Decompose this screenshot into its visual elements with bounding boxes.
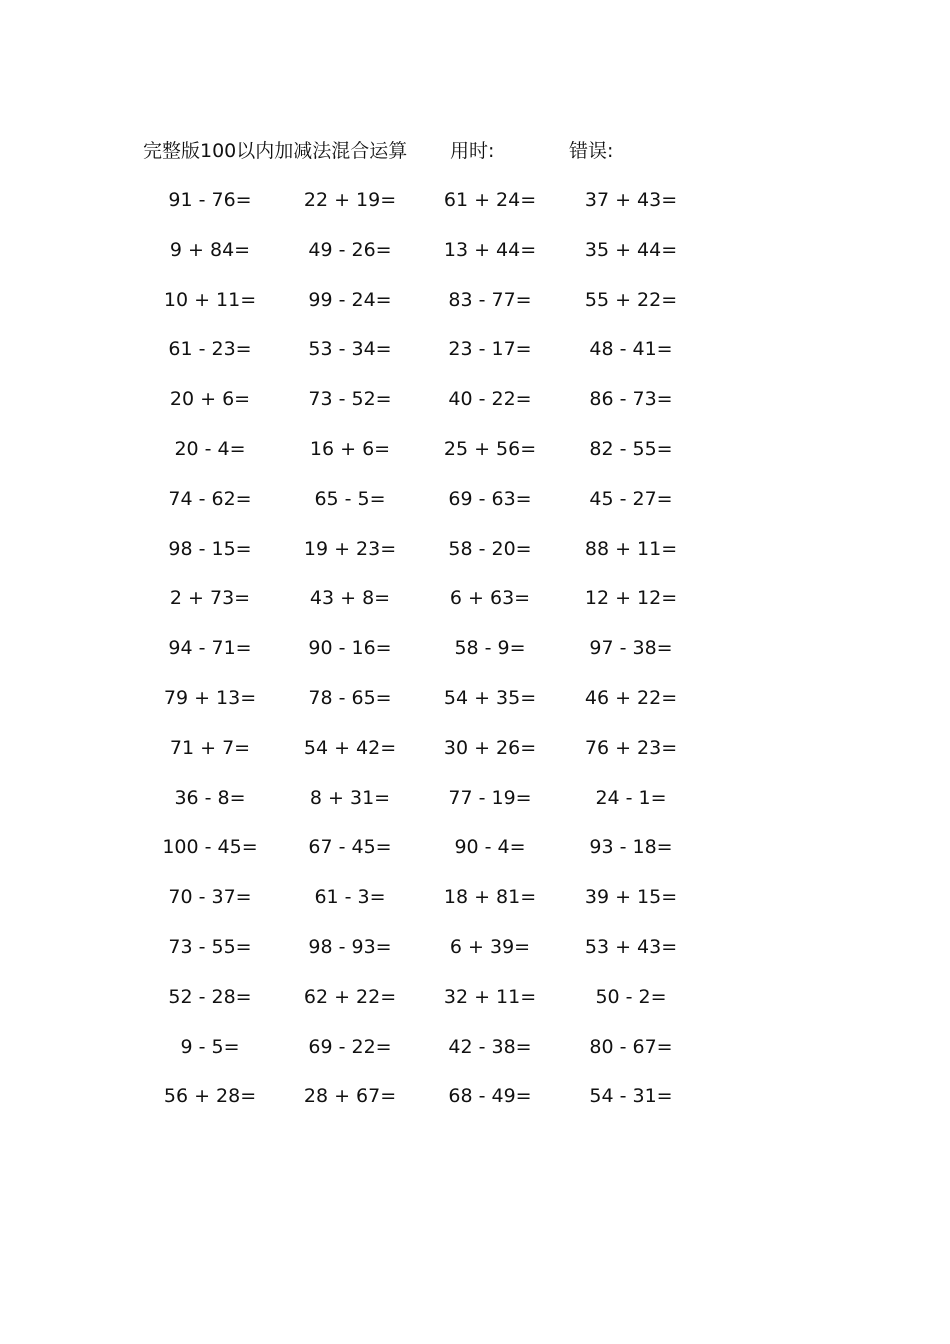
problem-item: 54 - 31=: [589, 1085, 673, 1108]
problem-item: 93 - 18=: [589, 836, 673, 859]
problem-row: [145, 484, 705, 534]
problem-item: 54 + 42=: [303, 736, 397, 759]
problem-item: 61 - 3=: [314, 886, 386, 909]
problem-item: 8 + 31=: [309, 786, 391, 809]
problem-item: 88 + 11=: [584, 537, 678, 560]
problem-item: 98 - 93=: [308, 935, 392, 958]
problem-item: 77 - 19=: [448, 786, 532, 809]
problem-item: 46 + 22=: [584, 686, 678, 709]
problem-item: 32 + 11=: [443, 985, 537, 1008]
problem-item: 71 + 7=: [169, 736, 251, 759]
problem-item: 2 + 73=: [169, 587, 251, 610]
problem-row: [145, 683, 705, 733]
problem-item: 24 - 1=: [595, 786, 667, 809]
problem-item: 58 - 9=: [454, 637, 526, 660]
problem-item: 62 + 22=: [303, 985, 397, 1008]
problem-row: [145, 882, 705, 932]
problem-item: 6 + 63=: [449, 587, 531, 610]
problem-item: 73 - 55=: [168, 935, 252, 958]
problem-item: 20 + 6=: [169, 388, 251, 411]
problem-item: 22 + 19=: [303, 189, 397, 211]
problem-item: 35 + 44=: [584, 238, 678, 261]
problem-item: 30 + 26=: [443, 736, 537, 759]
problem-item: 13 + 44=: [443, 238, 537, 261]
problem-item: 67 - 45=: [308, 836, 392, 859]
time-label: 用时:: [450, 140, 495, 162]
problem-item: 76 + 23=: [584, 736, 678, 759]
problem-item: 55 + 22=: [584, 288, 678, 311]
problem-item: 10 + 11=: [163, 288, 257, 311]
problem-item: 53 + 43=: [584, 935, 678, 958]
problem-item: 28 + 67=: [303, 1085, 397, 1108]
problem-item: 86 - 73=: [589, 388, 673, 411]
problem-item: 9 + 84=: [169, 238, 251, 261]
problem-row: [145, 733, 705, 783]
problem-row: [145, 534, 705, 584]
problem-item: 97 - 38=: [589, 637, 673, 660]
problem-item: 98 - 15=: [168, 537, 252, 560]
problem-item: 23 - 17=: [448, 338, 532, 361]
problem-item: 83 - 77=: [448, 288, 532, 311]
problem-item: 16 + 6=: [309, 437, 391, 460]
problem-row: [145, 982, 705, 1032]
problem-item: 58 - 20=: [448, 537, 532, 560]
problem-item: 50 - 2=: [595, 985, 667, 1008]
problem-item: 9 - 5=: [180, 1035, 240, 1058]
problem-row: [145, 832, 705, 882]
problem-item: 73 - 52=: [308, 388, 392, 411]
problem-item: 6 + 39=: [449, 935, 531, 958]
problem-row: [145, 185, 705, 235]
problem-item: 43 + 8=: [309, 587, 391, 610]
problem-item: 70 - 37=: [168, 886, 252, 909]
problem-item: 56 + 28=: [163, 1085, 257, 1108]
problem-row: [145, 783, 705, 833]
problem-item: 69 - 22=: [308, 1035, 392, 1058]
problem-item: 99 - 24=: [308, 288, 392, 311]
problem-item: 100 - 45=: [162, 836, 258, 859]
problem-item: 52 - 28=: [168, 985, 252, 1008]
problem-item: 49 - 26=: [308, 238, 392, 261]
problem-item: 61 + 24=: [443, 189, 537, 211]
problem-grid: [145, 185, 705, 1131]
problem-item: 18 + 81=: [443, 886, 537, 909]
problem-item: 37 + 43=: [584, 189, 678, 211]
problem-item: 78 - 65=: [308, 686, 392, 709]
problem-item: 80 - 67=: [589, 1035, 673, 1058]
problem-item: 39 + 15=: [584, 886, 678, 909]
problem-row: [145, 633, 705, 683]
problem-row: [145, 434, 705, 484]
problem-row: [145, 583, 705, 633]
problem-item: 90 - 16=: [308, 637, 392, 660]
problem-item: 20 - 4=: [174, 437, 246, 460]
worksheet-title: 完整版100以内加减法混合运算: [143, 140, 408, 162]
problem-row: [145, 1081, 705, 1131]
problem-item: 19 + 23=: [303, 537, 397, 560]
errors-label: 错误:: [569, 140, 614, 162]
problem-item: 54 + 35=: [443, 686, 537, 709]
problem-item: 94 - 71=: [168, 637, 252, 660]
problem-item: 82 - 55=: [589, 437, 673, 460]
problem-row: [145, 1032, 705, 1082]
problem-item: 61 - 23=: [168, 338, 252, 361]
problem-row: [145, 235, 705, 285]
problem-item: 48 - 41=: [589, 338, 673, 361]
problem-row: [145, 384, 705, 434]
problem-item: 79 + 13=: [163, 686, 257, 709]
problem-item: 74 - 62=: [168, 487, 252, 510]
problem-item: 25 + 56=: [443, 437, 537, 460]
problem-item: 90 - 4=: [454, 836, 526, 859]
problem-item: 36 - 8=: [174, 786, 246, 809]
problem-item: 69 - 63=: [448, 487, 532, 510]
problem-item: 42 - 38=: [448, 1035, 532, 1058]
problem-item: 12 + 12=: [584, 587, 678, 610]
problem-row: [145, 932, 705, 982]
problem-item: 68 - 49=: [448, 1085, 532, 1108]
problem-item: 65 - 5=: [314, 487, 386, 510]
problem-row: [145, 285, 705, 335]
problem-row: [145, 334, 705, 384]
problem-item: 45 - 27=: [589, 487, 673, 510]
problem-item: 53 - 34=: [308, 338, 392, 361]
problem-item: 40 - 22=: [448, 388, 532, 411]
problem-item: 91 - 76=: [168, 189, 252, 211]
